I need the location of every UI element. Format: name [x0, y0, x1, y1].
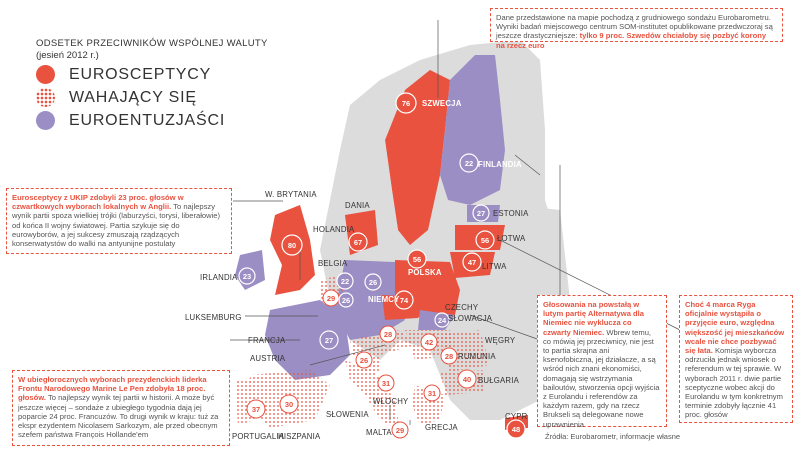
note-top-highlight: tylko 9 proc. Szwedów chciałoby się pozbyć korony na rzecz euro: [496, 31, 767, 50]
country-label: WŁOCHY: [373, 397, 409, 406]
country-label: AUSTRIA: [250, 354, 286, 363]
country-label: FINLANDIA: [478, 160, 522, 169]
country-label: CZECHY: [445, 303, 479, 312]
value-label: 22: [464, 159, 474, 168]
value-label: 80: [287, 241, 297, 250]
legend-subtitle: (jesień 2012 r.): [36, 50, 99, 61]
legend-title: ODSETEK PRZECIWNIKÓW WSPÓLNEJ WALUTY: [36, 38, 268, 49]
value-label: 48: [511, 425, 521, 434]
country-label: PORTUGALIA: [232, 432, 285, 441]
country-label: MALTA: [366, 428, 392, 437]
legend-label: EUROENTUZJAŚCI: [69, 111, 226, 129]
country-label: RUMUNIA: [458, 352, 496, 361]
value-label: 26: [368, 278, 378, 287]
value-label: 28: [444, 352, 454, 361]
value-label: 56: [480, 236, 490, 245]
country-label: FRANCJA: [248, 336, 286, 345]
country-label: HISZPANIA: [278, 432, 321, 441]
note-latvia-text: Komisja wyborcza odrzuciła jednak wniosek o referendum w tej sprawie. W wyborach 2011 r. dwie partie sceptyczne wobec akcji do Eurolandu w tym konkretnym terminie zdobyły łącznie 41 proc. głosów: [685, 346, 783, 420]
note-uk-text: To najlepszy wynik partii spoza wielkiej trójki (laburzyści, torysi, liberałowie) od końca II wojny światowej. Partia szykuje się do eurowyborów, a jej sukcesy zmuszają rządzących konserwatystów do walki na antyunijne postulaty: [12, 202, 221, 249]
country-label: DANIA: [345, 201, 370, 210]
country-label: LUKSEMBURG: [185, 313, 242, 322]
legend-swatch-hatched: [36, 88, 55, 107]
value-label: 27: [476, 209, 486, 218]
value-label: 31: [427, 389, 437, 398]
value-label: 40: [462, 375, 472, 384]
source-note: Źródła: Eurobarometr, informacje własne: [545, 432, 681, 441]
value-label: 76: [401, 99, 411, 108]
value-label: 47: [467, 258, 477, 267]
country-label: NIEMCY: [368, 295, 400, 304]
note-latvia: [679, 295, 793, 423]
legend-swatch-red: [36, 65, 55, 84]
value-label: 67: [353, 238, 363, 247]
country-label: HOLANDIA: [313, 225, 355, 234]
country-label: CYPR: [505, 412, 528, 421]
value-label: 23: [242, 272, 252, 281]
country-label: POLSKA: [408, 268, 442, 277]
legend-item-eurosceptycy: [36, 65, 211, 84]
note-france-text: To najlepszy wynik tej partii w historii. A może być jeszcze więcej – sondaże z ubiegłego tygodnia dają jej poparcie 24 proc. Francuzów. To drugi wynik w kraju: tuż za ekspr ezydentem Nicolasem Sarkozym, ale przed obecnym szefem państwa François Hollande'em: [18, 393, 219, 440]
country-label: SŁOWACJA: [448, 314, 493, 323]
country-label: ŁOTWA: [497, 234, 526, 243]
value-label: 30: [284, 400, 294, 409]
value-label: 26: [341, 296, 351, 305]
value-label: 29: [326, 294, 336, 303]
country-label: BUŁGARIA: [478, 376, 520, 385]
value-label: 22: [340, 277, 350, 286]
value-label: 29: [395, 426, 405, 435]
country-label: W. BRYTANIA: [265, 190, 317, 199]
value-label: 28: [383, 330, 393, 339]
country-label: GRECJA: [425, 423, 458, 432]
legend-swatch-purple: [36, 111, 55, 130]
note-uk: [6, 188, 232, 254]
value-label: 42: [424, 338, 434, 347]
country-label: SZWECJA: [422, 99, 462, 108]
value-label: 26: [359, 356, 369, 365]
legend-label: EUROSCEPTYCY: [69, 65, 212, 83]
note-germany-highlight: Głosowania na powstałą w lutym partię Alternatywa dla Niemiec nie wyklucza co czwarty Niemiec.: [543, 300, 644, 337]
legend-item-euroentuzjasci: [36, 111, 225, 130]
note-germany-text: Wbrew temu, co mówią jej przeciwnicy, nie jest to partia skrajna ani ksenofobiczna, jej działacze, a są wśród nich znani ekonomiści, domagają się wstrzymania bailoutów, stworzenia opcji wyjścia z Eurolandu i referendów za każdym razem, gdy na rzecz Brukseli są delegowane nowe uprawnienia: [543, 327, 660, 429]
note-france-highlight: W ubiegłorocznych wyborach prezydenckich liderka Frontu Narodowego Marine Le Pen zdobyła 18 proc. głosów.: [18, 375, 207, 403]
value-label: 37: [251, 405, 261, 414]
value-label: 27: [324, 336, 334, 345]
note-top: [490, 8, 783, 50]
note-france: [12, 370, 230, 446]
country-label: ESTONIA: [493, 209, 529, 218]
country-label: BELGIA: [318, 259, 348, 268]
legend-label: WAHAJĄCY SIĘ: [69, 88, 197, 106]
value-label: 56: [412, 255, 422, 264]
note-uk-highlight: Eurosceptycy z UKIP zdobyli 23 proc. głosów w czwartkowych wyborach lokalnych w Anglii.: [12, 193, 184, 212]
country-label: LITWA: [482, 262, 507, 271]
country-label: SŁOWENIA: [326, 410, 369, 419]
country-label: IRLANDIA: [200, 273, 238, 282]
value-label: 24: [437, 316, 447, 325]
value-label: 74: [399, 296, 409, 305]
country-label: WĘGRY: [485, 336, 516, 345]
note-top-text: Dane przedstawione na mapie pochodzą z grudniowego sondażu Eurobarometru. Wyniki badań miejscowego centrum SOM-institutet opublikowane przedwczoraj są jeszcze drastyczniejsze:: [496, 13, 773, 41]
note-germany: [537, 295, 667, 427]
value-label: 31: [381, 379, 391, 388]
legend-item-wahajacy: [36, 88, 197, 107]
note-latvia-highlight: Choć 4 marca Ryga oficjalnie wystąpiła o przyjęcie euro, względna większość jej mieszkańców wcale nie chce pozbywać się łata.: [685, 300, 785, 356]
